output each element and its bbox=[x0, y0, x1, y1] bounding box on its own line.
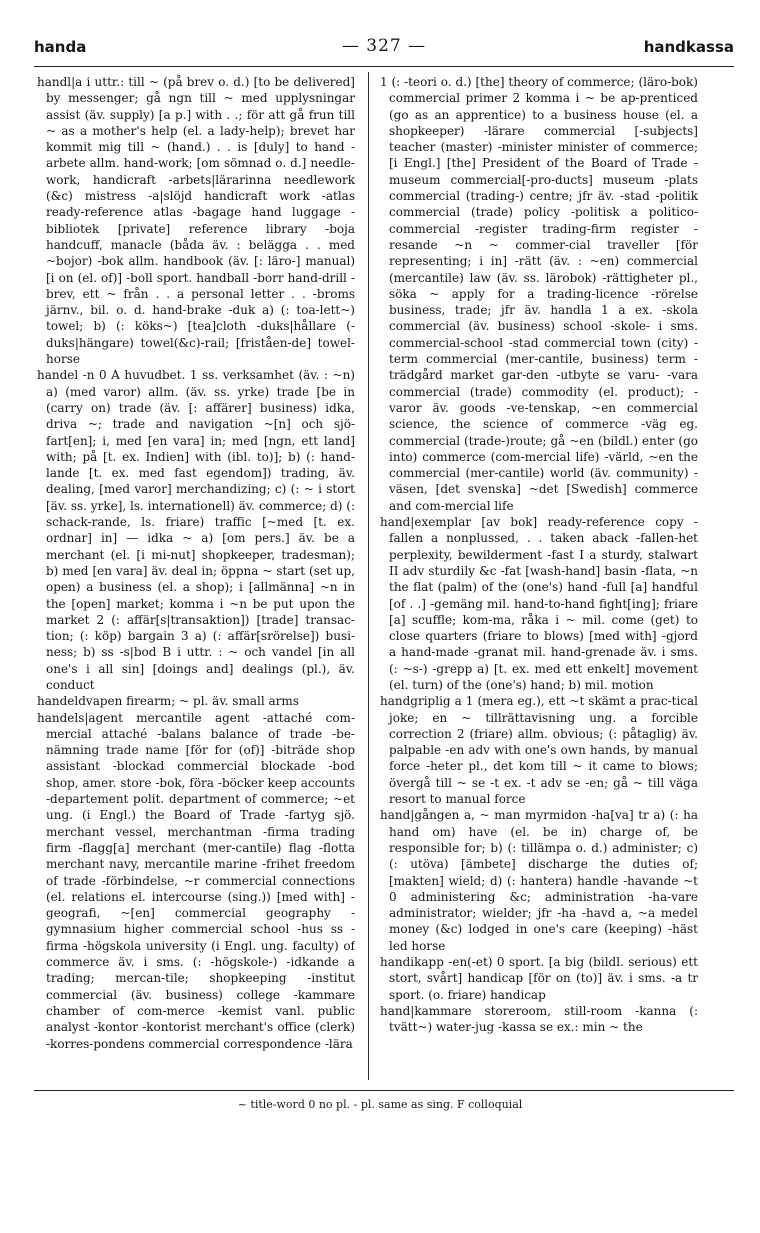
footer-legend: ~ title-word 0 no pl. - pl. same as sing. F colloquial bbox=[237, 1098, 523, 1111]
column-divider bbox=[368, 72, 369, 1080]
entry-handeldvapen: handeldvapen firearm; ~ pl. äv. small arms bbox=[37, 694, 299, 709]
entry-handexemplar: hand|exemplar [av bok] ready-reference copy -fallen a nonplussed, . . taken aback -fallen-het perplexity, bewilderment -fast I a sturdy, stalwart II adv sturdily &c -fat [wash-hand] basin -flata, ~n the flat (palm) of the (one's) hand -full [a] handful [of . .] -gemäng mil. hand-to-hand fight[ing]; friare [a] scuffle; kom-ma, råka i ~ mil. come (get) to close quarters (friare to blows) [med with] -gjord a hand-made -granat mil. hand-grenade äv. i sms. (: ~s-) -grepp a) [t. ex. med ett enkelt] movement (el. turn) of the (one's) hand; b) mil. motion bbox=[380, 515, 698, 692]
header-first-word: handa bbox=[34, 38, 87, 56]
entry-handgangen: hand|gången a, ~ man myrmidon -ha[va] tr a) (: ha hand om) have (el. be in) charge of, be responsible for; b) (: tillämpa o. d.) administer; c) (: utöva) [ämbete] discharge the duties of; [makten] wield; d) (: hantera) handle -havande ~t 0 administering &c; administration -ha-vare administrator; wielder; jfr -ha -havd a, ~a medel money (&c) lodged in one's care (keeping) -häst led horse bbox=[380, 808, 698, 953]
header-rule bbox=[34, 66, 734, 67]
header-last-word: handkassa bbox=[643, 38, 734, 56]
entry-handkammare: hand|kammare storeroom, still-room -kanna (: tvätt~) water-jug -kassa se ex.: min ~ the bbox=[380, 1003, 698, 1035]
entry-handikapp: handikapp -en(-et) 0 sport. [a big (bildl. serious) ett stort, svårt] handicap [för on (to)] äv. i sms. -a tr sport. (o. friare) handicap bbox=[380, 955, 698, 1002]
page-number: — 327 — bbox=[341, 36, 427, 56]
entry-handla: handl|a i uttr.: till ~ (på brev o. d.) [to be delivered] by messenger; gå ngn till ~ med upplysningar assist (äv. supply) [a p.] with . .; för att gå frun till ~ as a mother's help (el. a lady-help); brevet har kommit mig till ~ (hand.) . . is [duly] to hand -arbete allm. hand-work; [om sömnad o. d.] needle-work, handicraft -arbets|lärarinna needlework (&c) mistress -a|slöjd handicraft work -atlas ready-reference atlas -bagage hand luggage -bibliotek [private] reference library -boja handcuff, manacle (båda äv. : belägga . . med ~bojor) -bok allm. handbook (äv. [: läro-] manual) [i on (el. of)] -boll sport. handball -borr hand-drill -brev, ett ~ från . . a personal letter . . -broms järnv., bil. o. d. hand-brake -duk a) (: toa-lett~) towel; b) (: köks~) [tea]cloth -duks|hållare (-duks|hängare) towel(&c)-rail; [friståen-de] towel-horse bbox=[37, 75, 355, 367]
entry-handels: handels|agent mercantile agent -attaché com-mercial attaché -balans balance of trade -be-nämning trade name [för for (of)] -biträde shop assistant -blockad commercial blockade -bod shop, amer. store -bok, föra -böcker keep accounts -departement polit. department of commerce; ~et ung. (i Engl.) the Board of Trade -fartyg sjö. merchant vessel, merchantman -firma trading firm -flagg[a] merchant (mer-cantile) flag -flotta merchant navy, mercantile marine -frihet freedom of trade -förbindelse, ~r commercial connections (el. relations el. intercourse (sing.)) [med with] -geografi, ~[en] commercial geography -gymnasium higher commercial school -hus ss -firma -högskola university (i Engl. ung. faculty) of commerce äv. i sms. (: -högskole-) -idkande a trading; mercan-tile; shopkeeping -institut commercial (äv. business) college -kammare chamber of com-merce -kemist vanl. public analyst -kontor -kontorist merchant's office (clerk) -korres-pondens commercial correspondence -lära bbox=[37, 710, 355, 1051]
right-column bbox=[380, 74, 698, 1086]
entry-handel: handel -n 0 A huvudbet. 1 ss. verksamhet (äv. : ~n) a) (med varor) allm. (äv. ss. yrke) trade [be in (carry on) trade (äv. [: affärer] business) idka, driva ~; trade and navigation ~[n] och sjö-fart[en]; i, med [en vara] in; med [ngn, ett land] with; på [t. ex. Indien] with (ibl. to)]; b) (: hand-lande [t. ex. med fast egendom]) trading, äv. dealing, [med varor] merchandizing; c) (: ~ i stort [äv. ss. yrke], ls. internationell) äv. commerce; d) (: schack-rande, ls. friare) traffic [~med [t. ex. ordnar] in] — idka ~ a) [om pers.] äv. be a merchant (el. [i mi-nut] shopkeeper, tradesman); b) med [en vara] äv. deal in; öppna ~ start (set up, open) a business (el. a shop); i [allmänna] ~n in the [open] market; komma i ~n be put upon the market 2 (: affär[s|transaktion]) [trade] transac-tion; (: köp) bargain 3 a) (: affär[srörelse]) busi-ness; b) ss -s|bod B i uttr. : ~ och vandel [in all one's i all sin] [doings and] dealings (pl.), äv. conduct bbox=[37, 368, 355, 692]
left-column bbox=[37, 74, 355, 1086]
page-header bbox=[34, 38, 734, 60]
entry-handels-continued: 1 (: -teori o. d.) [the] theory of commerce; (läro-bok) commercial primer 2 komma i ~ be ap-prenticed (go as an apprentice) to a business house (el. a shopkeeper) -lärare commercial [-subjects] teacher (master) -minister minister of commerce; [i Engl.] [the] President of the Board of Trade -museum commercial[-pro-ducts] museum -plats commercial (trading-) centre; jfr äv. -stad -politik commercial (trade) policy -politisk a politico-commercial -register trading-firm register -resande ~n ~ commer-cial traveller [för representing; i in] -rätt (äv. : ~en) commercial (mercantile) law (äv. ss. lärobok) -rättigheter pl., söka ~ apply for a trading-licence -rörelse business, trade; jfr äv. handla 1 a ex. -skola commercial (äv. business) school -skole- i sms. commercial-school -stad commercial town (city) -term commercial (mer-cantile, business) term -trädgård market gar-den -utbyte se varu- -vara commercial (trade) commodity (el. product); -varor äv. goods -ve-tenskap, ~en commercial science, the science of commerce -väg eg. commercial (trade-)route; gå ~en (bildl.) enter (go into) commerce (com-mercial life) -värld, ~en the commercial (mer-cantile) world (äv. community) -väsen, [det svenska] ~det [Swedish] commerce and com-mercial life bbox=[380, 75, 698, 513]
entry-handgriplig: handgriplig a 1 (mera eg.), ett ~t skämt a prac-tical joke; en ~ tillrättavisning ung. a forcible correction 2 (friare) allm. obvious; (: påtaglig) äv. palpable -en adv with one's own hands, by manual force -heter pl., det kom till ~ it came to blows; övergå till ~ se -t ex. -t adv se -en; gå ~ till väga resort to manual force bbox=[380, 694, 698, 807]
footer-rule bbox=[34, 1090, 734, 1091]
